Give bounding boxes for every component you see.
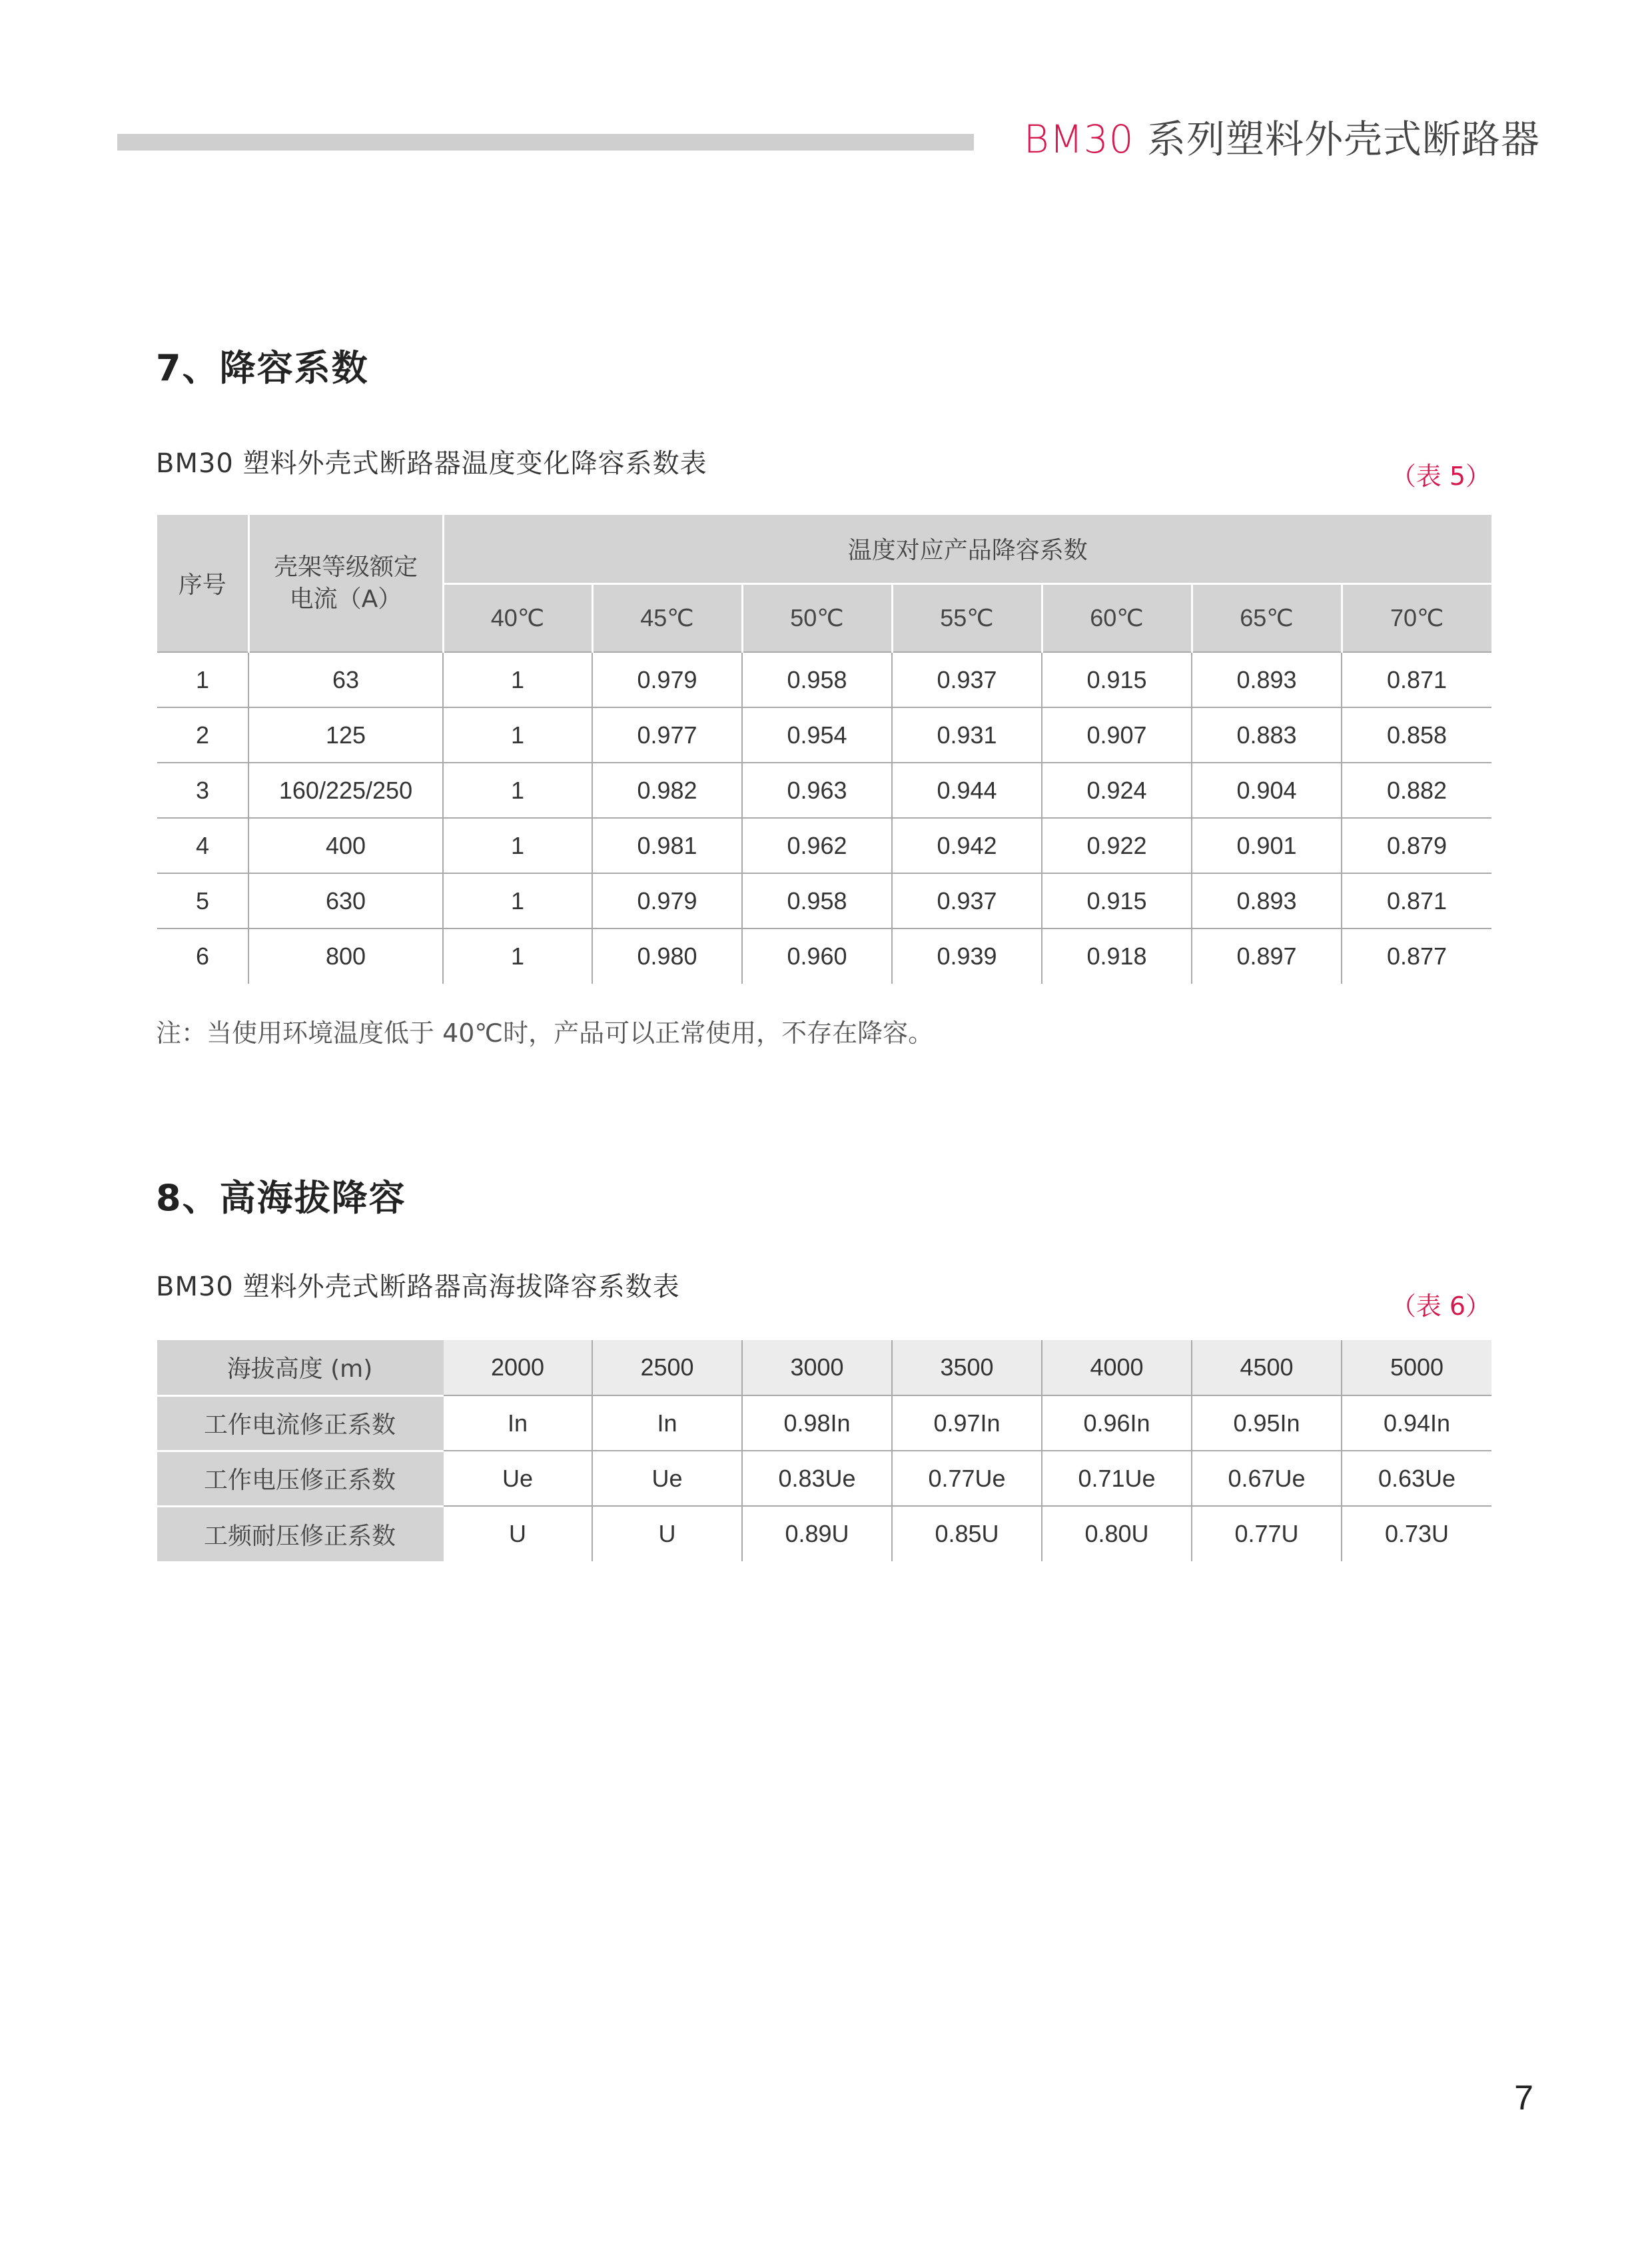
- table-cell: 0.963: [742, 763, 892, 818]
- table-cell: 1: [443, 929, 592, 984]
- table-cell: 0.95In: [1192, 1395, 1342, 1451]
- row-header-cell: 工作电流修正系数: [157, 1395, 443, 1451]
- table-cell: 0.897: [1192, 929, 1342, 984]
- table-cell: 3000: [742, 1340, 892, 1395]
- table-cell: 0.858: [1342, 707, 1491, 763]
- temp-header-cell: 60℃: [1042, 583, 1192, 652]
- temp-header-cell: 50℃: [742, 583, 892, 652]
- table-cell: 0.958: [742, 652, 892, 707]
- header-rule: [117, 134, 974, 151]
- table-cell: 0.977: [592, 707, 742, 763]
- header-brand: BM30: [1023, 117, 1134, 162]
- page-number: 7: [1514, 2079, 1533, 2117]
- table-cell: 0.63Ue: [1342, 1451, 1491, 1506]
- table-cell: 0.982: [592, 763, 742, 818]
- table-5-note: 注：当使用环境温度低于 40℃时，产品可以正常使用，不存在降容。: [156, 1018, 934, 1048]
- table-cell: 0.85U: [892, 1506, 1042, 1561]
- table-cell: 1: [443, 707, 592, 763]
- table-cell: 800: [248, 929, 443, 984]
- table-cell: 0.979: [592, 652, 742, 707]
- table-cell: 1: [443, 873, 592, 929]
- table-cell: 0.80U: [1042, 1506, 1192, 1561]
- table-cell: 1: [443, 763, 592, 818]
- table-cell: 2: [157, 707, 248, 763]
- table-cell: 0.893: [1192, 652, 1342, 707]
- table-row: [157, 818, 1491, 873]
- table-cell: 0.77U: [1192, 1506, 1342, 1561]
- table-cell: Ue: [443, 1451, 592, 1506]
- table-cell: 0.962: [742, 818, 892, 873]
- table-cell: 0.871: [1342, 873, 1491, 929]
- table-cell: 0.958: [742, 873, 892, 929]
- table-cell: In: [443, 1395, 592, 1451]
- table-cell: 0.915: [1042, 652, 1192, 707]
- section-8-title: 8、高海拔降容: [156, 1177, 406, 1219]
- col-header-group: 温度对应产品降容系数: [443, 515, 1491, 583]
- table-cell: 0.98In: [742, 1395, 892, 1451]
- table-row: [157, 707, 1491, 763]
- table-cell: 0.882: [1342, 763, 1491, 818]
- table-cell: 0.954: [742, 707, 892, 763]
- altitude-derating-table: [157, 1340, 1491, 1561]
- table-cell: 0.71Ue: [1042, 1451, 1192, 1506]
- table-5-caption: BM30 塑料外壳式断路器温度变化降容系数表: [156, 448, 707, 479]
- table-cell: 0.901: [1192, 818, 1342, 873]
- table-cell: 0.907: [1042, 707, 1192, 763]
- temp-header-cell: 65℃: [1192, 583, 1342, 652]
- table-cell: 160/225/250: [248, 763, 443, 818]
- table-cell: 0.67Ue: [1192, 1451, 1342, 1506]
- table-cell: 4: [157, 818, 248, 873]
- table-cell: 0.77Ue: [892, 1451, 1042, 1506]
- table-row: [157, 1340, 1491, 1395]
- table-6-ref: （表 6）: [1390, 1292, 1491, 1321]
- table-row: [157, 1451, 1491, 1506]
- col-header-no: 序号: [157, 515, 248, 652]
- table-cell: 5000: [1342, 1340, 1491, 1395]
- temp-header-cell: 55℃: [892, 583, 1042, 652]
- table-cell: 0.918: [1042, 929, 1192, 984]
- table-cell: 1: [443, 652, 592, 707]
- table-cell: 0.980: [592, 929, 742, 984]
- section-7-title: 7、降容系数: [156, 347, 369, 389]
- table-cell: 63: [248, 652, 443, 707]
- table-cell: 0.871: [1342, 652, 1491, 707]
- table-cell: 0.883: [1192, 707, 1342, 763]
- table-row: [157, 873, 1491, 929]
- table-cell: 0.937: [892, 652, 1042, 707]
- table-cell: 0.915: [1042, 873, 1192, 929]
- table-cell: 125: [248, 707, 443, 763]
- table-cell: 1: [157, 652, 248, 707]
- table-cell: 400: [248, 818, 443, 873]
- table-cell: 0.94In: [1342, 1395, 1491, 1451]
- table-cell: 2500: [592, 1340, 742, 1395]
- table-cell: 3500: [892, 1340, 1042, 1395]
- table-cell: 0.904: [1192, 763, 1342, 818]
- table-cell: U: [443, 1506, 592, 1561]
- temp-header-cell: 70℃: [1342, 583, 1491, 652]
- table-cell: 0.942: [892, 818, 1042, 873]
- table-cell: 4000: [1042, 1340, 1192, 1395]
- table-cell: 0.73U: [1384, 1520, 1449, 1547]
- col-header-current: 壳架等级额定电流（A）: [248, 515, 443, 652]
- table-cell: 0.879: [1342, 818, 1491, 873]
- table-cell: 630: [248, 873, 443, 929]
- table-cell: 0.877: [1386, 942, 1447, 970]
- table-cell: 0.981: [592, 818, 742, 873]
- table-row: [157, 763, 1491, 818]
- table-5-ref: （表 5）: [1390, 462, 1491, 491]
- table-cell: 0.893: [1192, 873, 1342, 929]
- row-header-cell: 海拔高度 (m): [157, 1340, 443, 1395]
- table-cell: 0.96In: [1042, 1395, 1192, 1451]
- temp-header-cell: 45℃: [592, 583, 742, 652]
- table-6-caption: BM30 塑料外壳式断路器高海拔降容系数表: [156, 1272, 680, 1302]
- table-row: [157, 1506, 1491, 1561]
- header-title-text: 系列塑料外壳式断路器: [1134, 117, 1540, 162]
- table-cell: 0.924: [1042, 763, 1192, 818]
- table-cell: 0.939: [892, 929, 1042, 984]
- table-row: [157, 652, 1491, 707]
- document-header-title: [1024, 108, 1540, 164]
- row-header-cell: 工频耐压修正系数: [157, 1506, 443, 1561]
- table-cell: In: [592, 1395, 742, 1451]
- table-cell: 2000: [443, 1340, 592, 1395]
- table-cell: 0.960: [742, 929, 892, 984]
- table-cell: 5: [157, 873, 248, 929]
- table-cell: 0.979: [592, 873, 742, 929]
- table-cell: 0.97In: [892, 1395, 1042, 1451]
- table-cell: 0.944: [892, 763, 1042, 818]
- row-header-cell: 工作电压修正系数: [157, 1451, 443, 1506]
- table-cell: 0.89U: [742, 1506, 892, 1561]
- table-cell: 0.83Ue: [742, 1451, 892, 1506]
- table-row: [157, 929, 1491, 984]
- table-cell: U: [592, 1506, 742, 1561]
- table-row: [157, 1395, 1491, 1451]
- table-cell: 6: [157, 929, 248, 984]
- derating-temperature-table: [157, 515, 1491, 984]
- table-cell: 1: [443, 818, 592, 873]
- table-cell: 0.931: [892, 707, 1042, 763]
- table-cell: 0.922: [1042, 818, 1192, 873]
- table-cell: 4500: [1192, 1340, 1342, 1395]
- temp-header-cell: 40℃: [443, 583, 592, 652]
- table-cell: 0.937: [892, 873, 1042, 929]
- table-cell: Ue: [592, 1451, 742, 1506]
- table-cell: 3: [157, 763, 248, 818]
